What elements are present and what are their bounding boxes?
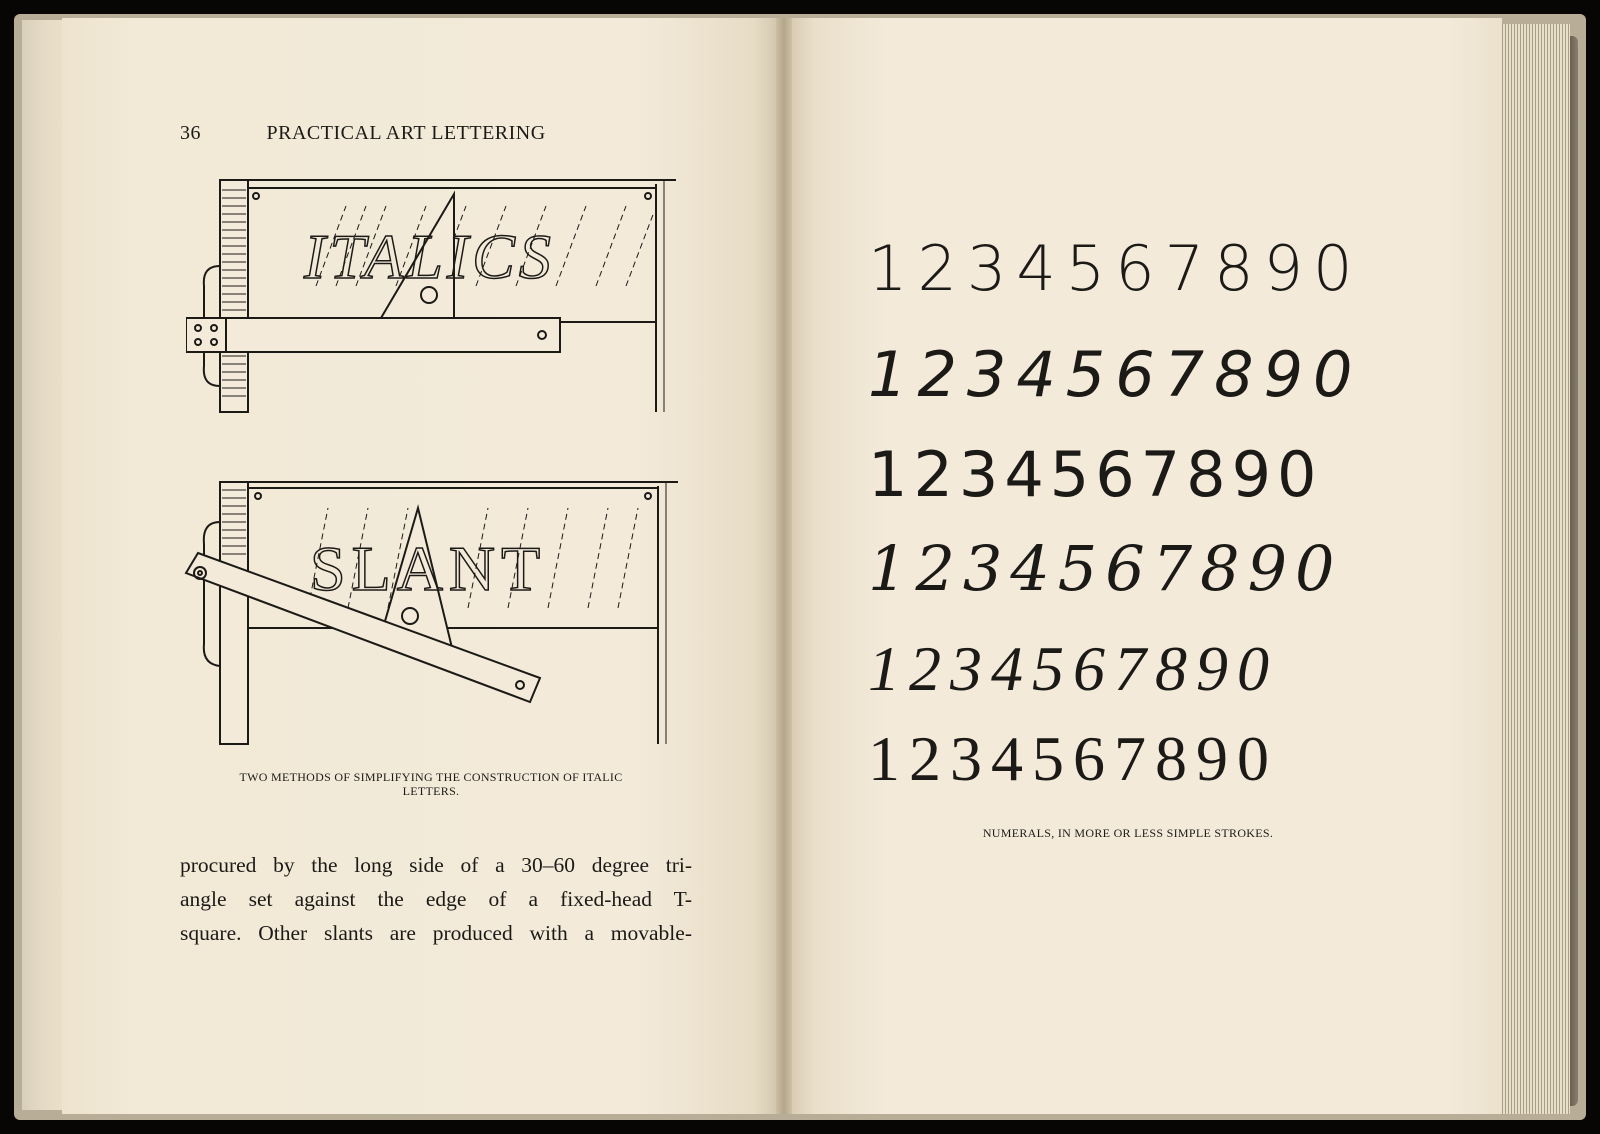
numerals-text: 1234567890 [868, 723, 1278, 794]
body-line: angle set against the edge of a fixed-head T- [180, 887, 692, 911]
numerals-text: 1234567890 [868, 338, 1363, 411]
book-gutter [776, 18, 792, 1114]
numerals-text: 1234567890 [868, 438, 1323, 511]
body-line: procured by the long side of a 30–60 degree tri- [180, 853, 692, 877]
page-number: 36 [180, 122, 201, 144]
numeral-row-5 [868, 622, 1388, 712]
numeral-row-2 [868, 328, 1388, 418]
numerals-text: 1234567890 [868, 532, 1343, 605]
italics-tsquare-illustration [186, 176, 686, 421]
body-line: square. Other slants are produced with a movable- [180, 921, 692, 945]
slant-word: SLANT [310, 533, 547, 604]
numeral-row-4 [868, 522, 1388, 612]
body-paragraph [180, 848, 692, 950]
figure-caption-line1: TWO METHODS OF SIMPLIFYING THE CONSTRUCTION OF ITALIC [239, 770, 623, 784]
numeral-row-1 [868, 222, 1388, 312]
numerals-caption: NUMERALS, IN MORE OR LESS SIMPLE STROKES. [982, 826, 1274, 840]
right-page-edges [1500, 24, 1570, 1114]
running-head-title: PRACTICAL ART LETTERING [266, 122, 546, 144]
numeral-row-3 [868, 428, 1388, 518]
numerals-text: 1234567890 [868, 232, 1363, 305]
numeral-row-6 [868, 712, 1388, 802]
figure-caption [176, 770, 686, 798]
slant-tsquare-illustration [178, 478, 688, 748]
numerals-text: 1234567890 [868, 633, 1278, 704]
figure-caption-line2: LETTERS. [402, 784, 460, 798]
running-head [180, 122, 546, 145]
italics-word: ITALICS [304, 221, 555, 292]
